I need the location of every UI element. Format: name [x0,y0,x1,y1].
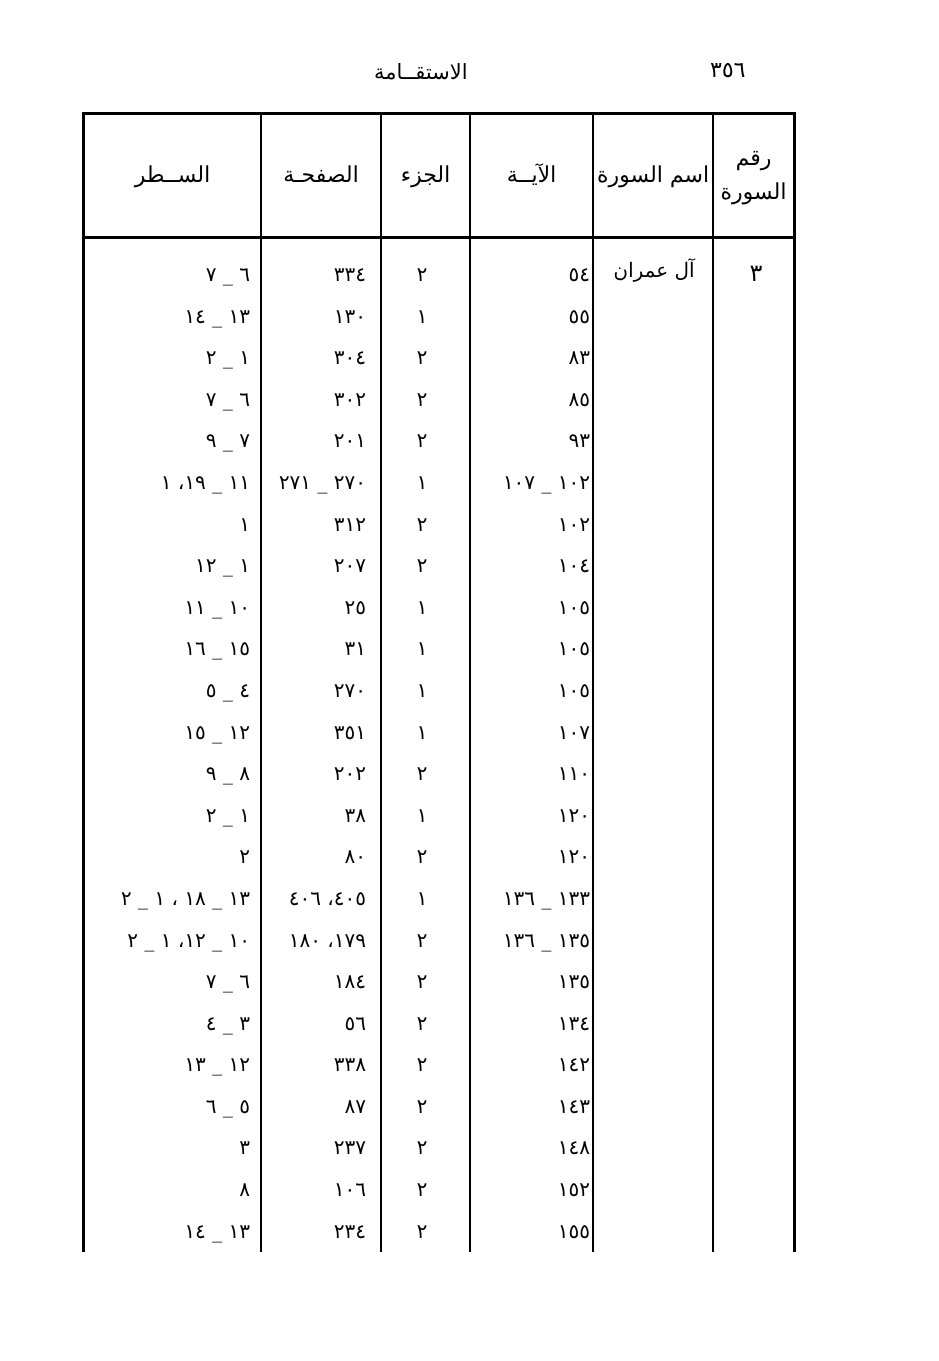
page-cell: ٣٠٢ [333,386,366,411]
table-row [82,422,796,464]
line-cell: ٧ _ ٩ [205,428,250,453]
juz-cell: ١ [416,469,428,494]
page-cell: ١٠٦ [333,1177,366,1202]
line-cell: ٨ [239,1177,250,1202]
ayah-cell: ٥٥ [568,303,590,328]
page-cell: ٢٠٢ [333,761,366,786]
table-row [82,1171,796,1213]
table-row [82,298,796,340]
juz-cell: ١ [416,719,428,744]
ayah-cell: ١٣٣ _ ١٣٦ [502,885,590,910]
table-row [82,589,796,631]
table-row [82,755,796,797]
header-ayah: الآيــة [506,162,557,188]
running-title: الاستقــامة [374,60,468,84]
table-row [82,714,796,756]
table-row [82,963,796,1005]
ayah-cell: ١٤٣ [557,1093,590,1118]
juz-cell: ٢ [416,761,428,786]
juz-cell: ٢ [416,1177,428,1202]
ayah-cell: ١٠٥ [557,677,590,702]
table-row [82,1005,796,1047]
header-juz: الجزء [400,162,451,188]
page-cell: ٣٠٤ [333,345,366,370]
juz-cell: ٢ [416,345,428,370]
line-cell: ١ _ ٢ [205,345,250,370]
line-cell: ١٥ _ ١٦ [184,636,250,661]
page-cell: ٣١ [344,636,366,661]
line-cell: ٣ [239,1135,250,1160]
line-cell: ٥ _ ٦ [205,1093,250,1118]
line-cell: ١٣ _ ١٨ ، ١ _ ٢ [120,885,250,910]
page-cell: ٢٣٧ [333,1135,366,1160]
page-cell: ٤٠٥، ٤٠٦ [288,885,366,910]
line-cell: ٤ _ ٥ [205,677,250,702]
line-cell: ٢ [239,844,250,869]
line-cell: ٦ _ ٧ [205,262,250,286]
line-cell: ٨ _ ٩ [205,761,250,786]
juz-cell: ٢ [416,428,428,453]
line-cell: ١ _ ٢ [205,802,250,827]
page-cell: ٣٥١ [333,719,366,744]
table-row [82,547,796,589]
line-cell: ٦ _ ٧ [205,969,250,994]
juz-cell: ٢ [416,1052,428,1077]
juz-cell: ١ [416,594,428,619]
page-cell: ٣٨ [344,802,366,827]
line-cell: ٦ _ ٧ [205,386,250,411]
ayah-cell: ١٢٠ [557,844,590,869]
ayah-cell: ١٠٥ [557,636,590,661]
page-cell: ٢٣٤ [333,1218,366,1243]
page-cell: ١٣٠ [333,303,366,328]
table-row [82,922,796,964]
table-row [82,339,796,381]
juz-cell: ١ [416,303,428,328]
line-cell: ١٢ _ ١٥ [184,719,250,744]
ayah-cell: ١٠٢ _ ١٠٧ [502,469,590,494]
line-cell: ١٢ _ ١٣ [184,1052,250,1077]
ayah-cell: ١٣٥ _ ١٣٦ [502,927,590,952]
header-page: الصفحـة [283,162,359,188]
ayah-cell: ١٠٥ [557,594,590,619]
ayah-cell: ١٤٢ [557,1052,590,1077]
page-cell: ١٨٤ [333,969,366,994]
line-cell: ١٠ _ ١١ [184,594,250,619]
juz-cell: ١ [416,802,428,827]
page-cell: ٣٣٤ [333,262,366,286]
page-cell: ٨٧ [344,1093,366,1118]
line-cell: ١ [239,511,250,536]
line-cell: ٣ _ ٤ [205,1010,250,1035]
juz-cell: ٢ [416,1010,428,1035]
juz-cell: ٢ [416,262,428,286]
ayah-cell: ٨٣ [568,345,590,370]
ayah-cell: ١٤٨ [557,1135,590,1160]
sura-name: آل عمران [613,258,695,282]
ayah-cell: ١٢٠ [557,802,590,827]
page-cell: ١٧٩، ١٨٠ [288,927,366,952]
table-row [82,1046,796,1088]
juz-cell: ١ [416,677,428,702]
table-top-border [82,112,796,115]
header-line: الســطر [134,162,211,188]
juz-cell: ٢ [416,553,428,578]
page-cell: ٣١٢ [333,511,366,536]
line-cell: ١ _ ١٢ [195,553,250,578]
header-sura-name: اسم السورة [596,162,710,188]
page-cell: ٢٧٠ [333,677,366,702]
page-cell: ٣٣٨ [333,1052,366,1077]
line-cell: ١٠ _ ١٢، ١ _ ٢ [127,927,250,952]
table-body [82,256,796,1254]
table-row [82,506,796,548]
page-cell: ٢٠١ [333,428,366,453]
line-cell: ١١ _ ١٩، ١ [160,469,250,494]
ayah-cell: ٨٥ [568,386,590,411]
juz-cell: ٢ [416,1218,428,1243]
line-cell: ١٣ _ ١٤ [184,1218,250,1243]
ayah-cell: ١٥٥ [557,1218,590,1243]
juz-cell: ١ [416,636,428,661]
header-bottom-border [82,236,796,239]
table-row [82,630,796,672]
table-row [82,1088,796,1130]
table-row [82,672,796,714]
page-cell: ٢٥ [344,594,366,619]
header-sura-number: رقم السورة [720,145,787,205]
juz-cell: ٢ [416,511,428,536]
page-cell: ٢٧٠ _ ٢٧١ [278,469,366,494]
juz-cell: ٢ [416,927,428,952]
page-cell: ٥٦ [344,1010,366,1035]
page-cell: ٨٠ [344,844,366,869]
juz-cell: ٢ [416,1093,428,1118]
table-row [82,1213,796,1255]
ayah-cell: ١٠٧ [557,719,590,744]
ayah-cell: ١٥٢ [557,1177,590,1202]
table-row [82,464,796,506]
juz-cell: ١ [416,885,428,910]
table-row [82,797,796,839]
ayah-cell: ١٣٤ [557,1010,590,1035]
index-table [82,112,796,1252]
sura-number: ٣ [749,259,763,287]
page-cell: ٢٠٧ [333,553,366,578]
page-number: ٣٥٦ [710,58,746,83]
ayah-cell: ٩٣ [568,428,590,453]
ayah-cell: ١٠٤ [557,553,590,578]
ayah-cell: ١١٠ [557,761,590,786]
table-row [82,838,796,880]
ayah-cell: ١٣٥ [557,969,590,994]
line-cell: ١٣ _ ١٤ [184,303,250,328]
juz-cell: ٢ [416,386,428,411]
juz-cell: ٢ [416,1135,428,1160]
juz-cell: ٢ [416,844,428,869]
juz-cell: ٢ [416,969,428,994]
ayah-cell: ٥٤ [568,262,590,286]
table-row [82,1129,796,1171]
table-row [82,256,796,298]
table-row [82,880,796,922]
ayah-cell: ١٠٢ [557,511,590,536]
table-row [82,381,796,423]
